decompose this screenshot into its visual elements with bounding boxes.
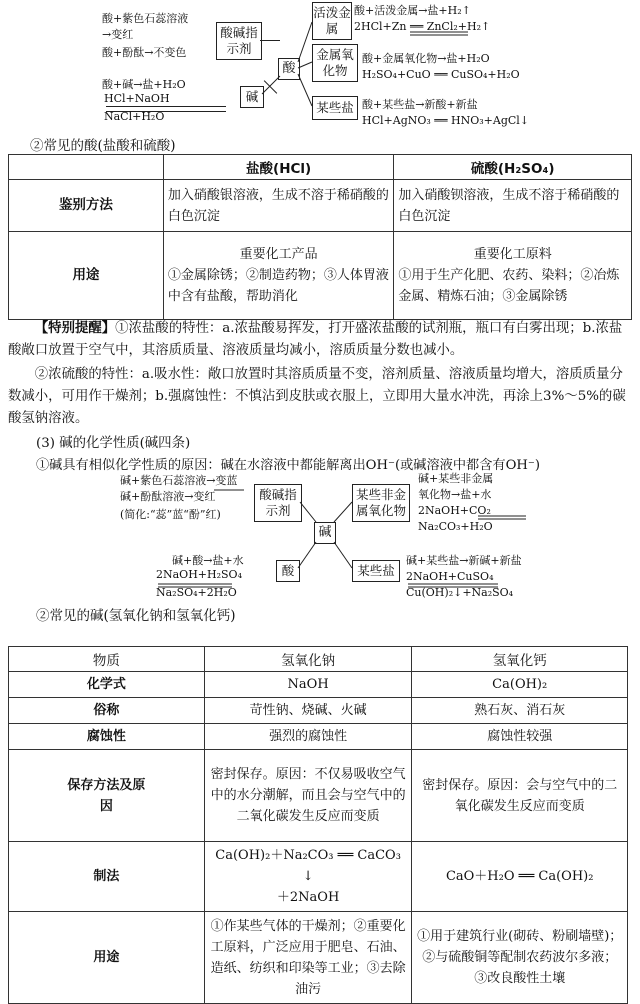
acid-salt-line-2: HCl+AgNO₃ ══ HNO₃+AgCl↓ <box>362 114 530 127</box>
acid-metal-box: 活泼金属 <box>312 2 352 40</box>
table-row <box>9 842 628 912</box>
hcl-use-body: ①金属除锈；②制造药物；③人体胃液中含有盐酸，帮助消化 <box>167 268 389 304</box>
base-salt-line-1: 碱+某些盐→新碱+新盐 <box>406 554 522 567</box>
acid-section-heading: ②常见的酸(盐酸和硫酸) <box>30 138 176 154</box>
naoh-storage: 密封保存。原因：不仅易吸收空气中的水分潮解，而且会与空气中的二氧化碳发生反应而变质 <box>204 750 412 842</box>
caoh-common-name: 熟石灰、消石灰 <box>412 698 628 724</box>
acid-oxide-line-2: H₂SO₄+CuO ══ CuSO₄+H₂O <box>362 68 520 81</box>
naoh-prep-line-2: ↓ <box>302 869 314 884</box>
acid-oxide-line-1: 酸+金属氧化物→盐+H₂O <box>362 52 490 65</box>
acid-indicator-line-3: 酸+酚酞→不变色 <box>102 46 187 59</box>
base-table <box>8 646 628 1004</box>
row-label-identify: 鉴别方法 <box>9 180 164 232</box>
h2so4-identify: 加入硝酸钡溶液，生成不溶于稀硝酸的白色沉淀 <box>394 180 632 232</box>
naoh-prep-line-1: Ca(OH)₂＋Na₂CO₃ ══ CaCO₃ <box>215 848 401 863</box>
base-nonmetal-line-3: 2NaOH+CO₂ <box>418 504 491 517</box>
row-label-common-name: 俗称 <box>9 698 205 724</box>
base-diagram-lines <box>0 460 640 610</box>
acid-indicator-line-2: →变红 <box>102 28 134 41</box>
base-section-heading: ②常见的碱(氢氧化钠和氢氧化钙) <box>36 608 236 624</box>
base-section-intro: ①碱具有相似化学性质的原因：碱在水溶液中都能解离出OH⁻(或碱溶液中都含有OH⁻) <box>36 458 541 473</box>
base-acid-line-2: 2NaOH+H₂SO₄ <box>156 568 242 581</box>
base-nonmetal-line-1: 碱+某些非金属 <box>418 472 494 485</box>
acid-center-box: 酸 <box>278 58 300 80</box>
caoh-storage: 密封保存。原因：会与空气中的二氧化碳发生反应而变质 <box>412 750 628 842</box>
header-empty <box>9 155 164 180</box>
reminder-tag: 【特别提醒】 <box>34 321 116 336</box>
acid-table <box>8 154 632 320</box>
naoh-use: ①作某些气体的干燥剂；②重要化工原料，广泛应用于肥皂、石油、造纸、纺织和印染等工业；③去除油污 <box>204 912 412 1004</box>
caoh-use: ①用于建筑行业(砌砖、粉刷墙壁)；②与硫酸铜等配制农药波尔多液；③改良酸性土壤 <box>412 912 628 1004</box>
acid-indicator-box: 酸碱指示剂 <box>216 22 262 60</box>
naoh-common-name: 苛性钠、烧碱、火碱 <box>204 698 412 724</box>
base-indicator-box: 酸碱指示剂 <box>254 484 302 522</box>
base-salt-line-3: Cu(OH)₂↓+Na₂SO₄ <box>406 586 514 599</box>
acid-neutralize-line-1: 酸+碱→盐+H₂O <box>102 78 186 91</box>
base-acid-line-3: Na₂SO₄+2H₂O <box>156 586 237 599</box>
row-label-corrosive: 腐蚀性 <box>9 724 205 750</box>
table-row <box>9 698 628 724</box>
hcl-identify: 加入硝酸银溶液，生成不溶于稀硝酸的白色沉淀 <box>163 180 394 232</box>
acid-metal-line-1: 酸+活泼金属→盐+H₂↑ <box>354 4 471 17</box>
header-naoh: 氢氧化钠 <box>204 647 412 672</box>
naoh-prep-line-3: ＋2NaOH <box>276 890 340 905</box>
table-row <box>9 724 628 750</box>
header-substance: 物质 <box>9 647 205 672</box>
row-label-storage: 保存方法及原因 <box>9 750 205 842</box>
base-indicator-line-1: 碱+紫色石蕊溶液→变蓝 <box>120 474 238 487</box>
acid-base-box: 碱 <box>240 86 264 108</box>
naoh-corrosive: 强烈的腐蚀性 <box>204 724 412 750</box>
caoh-preparation: CaO＋H₂O ══ Ca(OH)₂ <box>412 842 628 912</box>
table-row <box>9 672 628 698</box>
acid-salt-line-1: 酸+某些盐→新酸+新盐 <box>362 98 478 111</box>
table-row <box>9 750 628 842</box>
base-salt-box: 某些盐 <box>352 560 400 582</box>
acid-neutralize-line-3: NaCl+H₂O <box>104 110 165 123</box>
h2so4-use-body: ①用于生产化肥、农药、染料；②冶炼金属、精炼石油；③金属除锈 <box>398 268 620 304</box>
base-nonmetal-line-2: 氧化物→盐+水 <box>418 488 492 501</box>
header-caoh: 氢氧化钙 <box>412 647 628 672</box>
base-acid-box: 酸 <box>276 560 300 582</box>
base-salt-line-2: 2NaOH+CuSO₄ <box>406 570 494 583</box>
table-header-row <box>9 155 632 180</box>
caoh-corrosive: 腐蚀性较强 <box>412 724 628 750</box>
table-row <box>9 180 632 232</box>
row-label-preparation: 制法 <box>9 842 205 912</box>
acid-oxide-box: 金属氧化物 <box>312 44 358 82</box>
acid-indicator-line-1: 酸+紫色石蕊溶液 <box>102 12 189 25</box>
base-indicator-line-2: 碱+酚酞溶液→变红 <box>120 490 216 503</box>
acid-salt-box: 某些盐 <box>312 96 358 120</box>
hcl-use-title: 重要化工产品 <box>239 247 318 262</box>
header-hcl: 盐酸(HCl) <box>163 155 394 180</box>
base-acid-line-1: 碱+酸→盐+水 <box>172 554 244 567</box>
acid-neutralize-line-2: HCl+NaOH <box>104 92 170 105</box>
table-row <box>9 232 632 320</box>
reminder-paragraph-2: ②浓硫酸的特性：a.吸水性：敞口放置时其溶质质量不变，溶剂质量、溶液质量均增大，溶质质量分数减小，可用作干燥剂；b.强腐蚀性：不慎沾到皮肤或衣服上，立即用大量水冲洗，再涂上3%～5%的碳酸氢钠溶液。 <box>8 367 626 426</box>
acid-diagram-lines <box>0 0 640 130</box>
base-center-box: 碱 <box>314 522 336 544</box>
reminder-paragraph-1 <box>8 318 630 362</box>
caoh-formula: Ca(OH)₂ <box>412 672 628 698</box>
reminder-text-1: ①浓盐酸的特性：a.浓盐酸易挥发，打开盛浓盐酸的试剂瓶，瓶口有白雾出现；b.浓盐酸敞口放置于空气中，其溶质质量、溶液质量均减小，溶质质量分数也减小。 <box>8 321 623 358</box>
table-header-row <box>9 647 628 672</box>
row-label-use: 用途 <box>9 232 164 320</box>
base-nonmetal-box: 某些非金属氧化物 <box>352 484 410 522</box>
base-nonmetal-line-4: Na₂CO₃+H₂O <box>418 520 493 533</box>
row-label-use: 用途 <box>9 912 205 1004</box>
acid-metal-line-2: 2HCl+Zn ══ ZnCl₂+H₂↑ <box>354 20 491 33</box>
header-h2so4: 硫酸(H₂SO₄) <box>394 155 632 180</box>
table-row <box>9 912 628 1004</box>
row-label-formula: 化学式 <box>9 672 205 698</box>
base-indicator-line-3: (简化:“蕊”蓝“酚”红) <box>120 508 221 521</box>
base-section-title: (3) 碱的化学性质(碱四条) <box>36 436 191 451</box>
naoh-preparation <box>204 842 412 912</box>
h2so4-use-title: 重要化工原料 <box>473 247 552 262</box>
hcl-use <box>163 232 394 320</box>
naoh-formula: NaOH <box>204 672 412 698</box>
h2so4-use <box>394 232 632 320</box>
